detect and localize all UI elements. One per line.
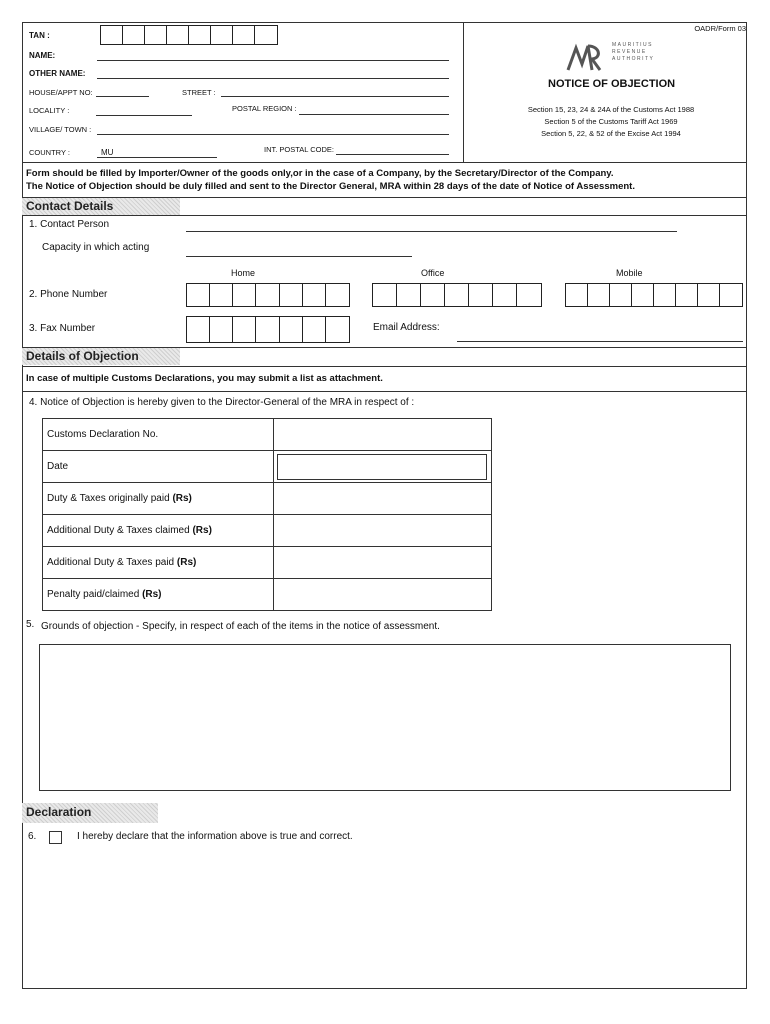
house-field[interactable] (96, 96, 149, 97)
grounds-of-objection-textarea[interactable] (39, 644, 731, 791)
instruction-line-2: The Notice of Objection should be duly filled and sent to the Director General, MRA within 28 days of the date of Notice of Assessment. (26, 181, 635, 192)
act-line-2: Section 5 of the Customs Tariff Act 1969 (544, 117, 678, 126)
act-line-3: Section 5, 22, & 52 of the Excise Act 1994 (541, 129, 681, 138)
penalty-input[interactable] (274, 579, 492, 611)
details-of-objection-heading: Details of Objection (22, 348, 180, 365)
objection-amounts-table (42, 418, 492, 611)
street-label: STREET : (182, 88, 216, 97)
table-row (43, 579, 492, 611)
table-row (43, 419, 492, 451)
int-postal-code-label: INT. POSTAL CODE: (264, 145, 335, 154)
locality-label: LOCALITY : (29, 106, 70, 115)
note-rule (22, 391, 747, 392)
table-row (43, 451, 492, 483)
fax-number-label: 3. Fax Number (29, 323, 96, 334)
table-row (43, 515, 492, 547)
country-label: COUNTRY : (29, 148, 70, 157)
duty-taxes-paid-input[interactable] (274, 483, 492, 515)
table-row (43, 483, 492, 515)
capacity-field[interactable] (186, 256, 412, 257)
name-label: NAME: (29, 51, 56, 60)
contact-person-label: 1. Contact Person (29, 219, 110, 230)
capacity-label: Capacity in which acting (42, 242, 150, 253)
objection-heading-rule (22, 366, 747, 367)
phone-home-boxes[interactable] (186, 283, 350, 307)
office-column-label: Office (421, 268, 445, 278)
duty-taxes-paid-label: Duty & Taxes originally paid (Rs) (43, 483, 274, 515)
item-5-number: 5. (26, 619, 35, 630)
date-cell (274, 451, 492, 483)
declaration-text: I hereby declare that the information above is true and correct. (77, 831, 353, 842)
instruction-line-1: Form should be filled by Importer/Owner of the goods only,or in the case of a Company, by the Secretary/Director of the Company. (26, 168, 614, 179)
date-label: Date (43, 451, 274, 483)
other-name-field[interactable] (97, 78, 449, 79)
declaration-checkbox[interactable] (49, 831, 62, 844)
additional-duty-claimed-input[interactable] (274, 515, 492, 547)
acts-list (500, 104, 722, 140)
multiple-declarations-note: In case of multiple Customs Declarations, you may submit a list as attachment. (26, 373, 383, 384)
other-name-label: OTHER NAME: (29, 69, 86, 78)
mra-logo (566, 40, 662, 74)
instructions (26, 167, 635, 193)
phone-office-boxes[interactable] (372, 283, 542, 307)
tan-input-boxes[interactable] (100, 25, 278, 45)
email-label: Email Address: (373, 322, 440, 333)
home-column-label: Home (231, 268, 256, 278)
act-line-1: Section 15, 23, 24 & 24A of the Customs Act 1988 (527, 105, 695, 114)
item-4-text: 4. Notice of Objection is hereby given to the Director-General of the MRA in respect of : (29, 397, 415, 408)
contact-heading-rule (22, 215, 747, 216)
tan-label: TAN : (29, 31, 50, 40)
table-row (43, 547, 492, 579)
postal-region-label: POSTAL REGION : (232, 104, 297, 113)
declaration-heading: Declaration (22, 803, 158, 823)
additional-duty-paid-label: Additional Duty & Taxes paid (Rs) (43, 547, 274, 579)
locality-field[interactable] (96, 115, 192, 116)
village-label: VILLAGE/ TOWN : (29, 125, 92, 134)
customs-declaration-label: Customs Declaration No. (43, 419, 274, 451)
date-input[interactable] (277, 454, 487, 480)
mobile-column-label: Mobile (616, 268, 643, 278)
logo-text: MAURITIUS REVENUE AUTHORITY (612, 42, 655, 62)
fax-boxes[interactable] (186, 316, 350, 343)
house-label: HOUSE/APPT NO: (29, 88, 93, 97)
contact-person-field[interactable] (186, 231, 677, 232)
phone-mobile-boxes[interactable] (565, 283, 743, 307)
country-field-line (97, 157, 217, 158)
customs-declaration-input[interactable] (274, 419, 492, 451)
item-5-text: Grounds of objection - Specify, in respect of each of the items in the notice of assessment. (41, 621, 440, 632)
form-title: NOTICE OF OBJECTION (548, 78, 676, 90)
email-field[interactable] (457, 341, 743, 342)
additional-duty-paid-input[interactable] (274, 547, 492, 579)
street-field[interactable] (221, 96, 449, 97)
header-bottom-rule (22, 162, 747, 163)
item-6-number: 6. (28, 831, 37, 842)
village-field[interactable] (97, 134, 449, 135)
int-postal-code-field[interactable] (336, 154, 449, 155)
header-divider (463, 22, 464, 162)
contact-details-heading: Contact Details (22, 198, 180, 215)
form-reference: OADR/Form 03 (694, 24, 746, 33)
phone-number-label: 2. Phone Number (29, 289, 108, 300)
postal-region-field[interactable] (299, 114, 449, 115)
country-value[interactable]: MU (101, 148, 114, 157)
name-field[interactable] (97, 60, 449, 61)
penalty-label: Penalty paid/claimed (Rs) (43, 579, 274, 611)
additional-duty-claimed-label: Additional Duty & Taxes claimed (Rs) (43, 515, 274, 547)
